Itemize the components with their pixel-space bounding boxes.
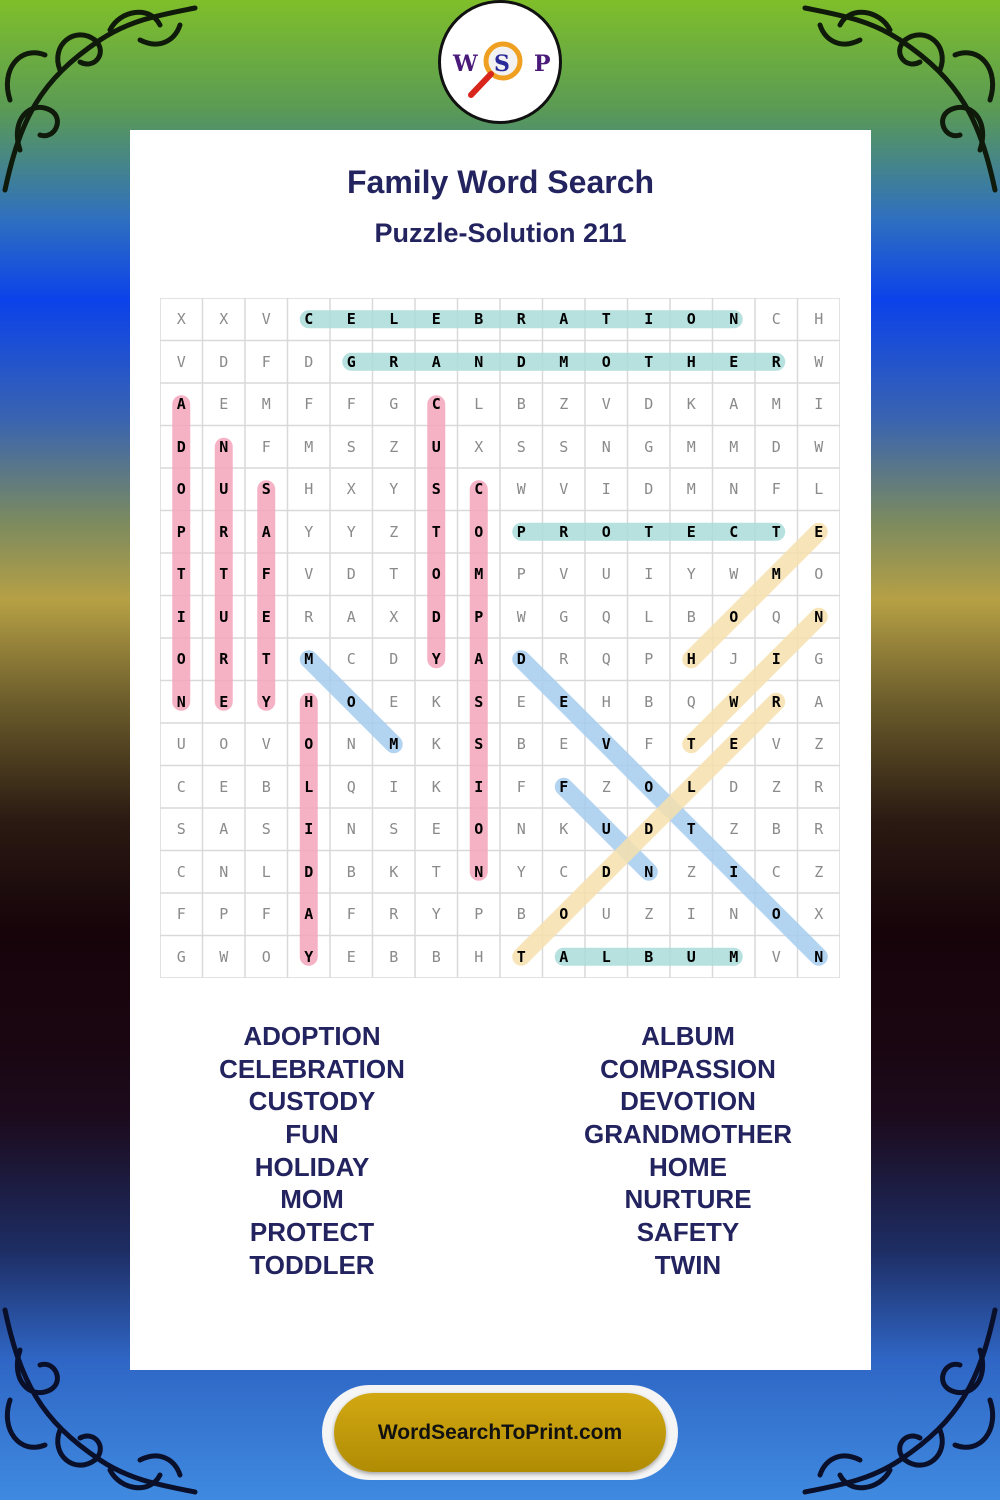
- grid-cell[interactable]: N: [346, 735, 356, 753]
- grid-cell[interactable]: N: [814, 607, 824, 626]
- grid-cell[interactable]: W: [814, 437, 824, 456]
- grid-cell[interactable]: I: [686, 905, 696, 923]
- grid-cell[interactable]: U: [176, 735, 186, 753]
- grid-cell[interactable]: Q: [601, 650, 611, 668]
- grid-cell[interactable]: A: [431, 352, 441, 371]
- grid-cell[interactable]: P: [644, 650, 654, 668]
- word-list-item: GRANDMOTHER: [584, 1119, 792, 1150]
- grid-cell[interactable]: A: [219, 820, 229, 838]
- grid-cell[interactable]: D: [516, 352, 526, 371]
- grid-cell[interactable]: V: [771, 735, 781, 753]
- grid-cell[interactable]: W: [219, 947, 229, 966]
- grid-cell[interactable]: W: [516, 480, 526, 498]
- grid-cell[interactable]: N: [474, 862, 484, 881]
- logo-letter-w: W: [453, 51, 478, 77]
- grid-cell[interactable]: E: [729, 735, 739, 753]
- grid-cell[interactable]: A: [176, 395, 186, 413]
- grid-cell[interactable]: E: [346, 310, 356, 328]
- grid-cell[interactable]: H: [814, 310, 824, 328]
- page-subtitle: Puzzle-Solution 211: [374, 218, 627, 248]
- grid-cell[interactable]: S: [261, 480, 271, 498]
- grid-cell[interactable]: Y: [431, 650, 441, 668]
- grid-cell[interactable]: G: [559, 607, 569, 626]
- grid-cell[interactable]: O: [261, 947, 271, 966]
- grid-cell[interactable]: A: [261, 522, 271, 541]
- grid-cell[interactable]: O: [474, 820, 484, 838]
- grid-cell[interactable]: O: [474, 522, 484, 541]
- word-list-left: [112, 1020, 512, 1282]
- grid-cell[interactable]: N: [644, 862, 654, 881]
- grid-cell[interactable]: Z: [729, 820, 739, 838]
- word-list-item: FUN: [285, 1119, 339, 1150]
- grid-cell[interactable]: M: [686, 437, 696, 456]
- grid-cell[interactable]: M: [686, 480, 696, 498]
- grid-cell[interactable]: F: [261, 905, 271, 923]
- grid-cell[interactable]: L: [474, 395, 484, 413]
- grid-cell[interactable]: B: [686, 607, 696, 626]
- grid-cell[interactable]: F: [261, 437, 271, 456]
- grid-cell[interactable]: H: [686, 650, 696, 668]
- grid-cell[interactable]: N: [219, 437, 229, 456]
- grid-cell[interactable]: O: [601, 352, 611, 371]
- site-link[interactable]: WordSearchToPrint.com: [334, 1393, 666, 1472]
- grid-cell[interactable]: X: [219, 310, 229, 328]
- grid-cell[interactable]: H: [601, 692, 611, 711]
- grid-cell[interactable]: B: [261, 777, 271, 796]
- grid-cell[interactable]: V: [261, 310, 271, 328]
- grid-cell[interactable]: G: [644, 437, 654, 456]
- word-search-grid: [160, 298, 840, 978]
- grid-cell[interactable]: B: [431, 947, 441, 966]
- grid-cell[interactable]: I: [729, 862, 739, 881]
- grid-cell[interactable]: N: [729, 480, 739, 498]
- grid-cell[interactable]: K: [686, 395, 696, 413]
- footer-badge: [322, 1385, 678, 1480]
- grid-cell[interactable]: A: [559, 947, 569, 966]
- grid-cell[interactable]: R: [219, 650, 229, 668]
- grid-cell[interactable]: N: [729, 905, 739, 923]
- grid-cell[interactable]: R: [559, 522, 569, 541]
- grid-cell[interactable]: I: [474, 777, 484, 796]
- grid-cell[interactable]: X: [474, 437, 484, 456]
- word-list-item: ALBUM: [641, 1021, 735, 1051]
- grid-cell[interactable]: R: [304, 607, 314, 626]
- grid-cell[interactable]: P: [176, 522, 186, 541]
- grid-cell[interactable]: H: [304, 480, 314, 498]
- word-list-item: TODDLER: [249, 1249, 375, 1280]
- grid-cell[interactable]: X: [389, 607, 399, 626]
- grid-cell[interactable]: I: [176, 607, 186, 626]
- grid-cell[interactable]: R: [771, 352, 781, 371]
- grid-cell[interactable]: D: [304, 352, 314, 371]
- grid-cell[interactable]: A: [304, 905, 314, 923]
- word-list-item: SAFETY: [636, 1217, 740, 1248]
- grid-cell[interactable]: D: [219, 352, 229, 371]
- grid-cell[interactable]: A: [559, 310, 569, 328]
- grid-cell[interactable]: R: [771, 692, 781, 711]
- grid-cell[interactable]: T: [686, 735, 696, 753]
- grid-cell[interactable]: Y: [346, 522, 356, 541]
- grid-cell[interactable]: F: [644, 735, 654, 753]
- grid-cell[interactable]: T: [601, 310, 611, 328]
- word-list-item: COMPASSION: [600, 1053, 776, 1084]
- grid-cell[interactable]: R: [219, 522, 229, 541]
- grid-cell[interactable]: W: [516, 607, 526, 626]
- wsp-logo: [438, 0, 562, 124]
- grid-cell[interactable]: M: [729, 437, 739, 456]
- grid-cell[interactable]: D: [176, 437, 186, 456]
- grid-cell[interactable]: N: [729, 310, 739, 328]
- grid-cell[interactable]: U: [219, 480, 229, 498]
- grid-cell[interactable]: O: [176, 480, 186, 498]
- grid-cell[interactable]: C: [474, 480, 484, 498]
- grid-cell[interactable]: B: [644, 692, 654, 711]
- grid-cell[interactable]: N: [516, 820, 526, 838]
- grid-cell[interactable]: O: [304, 735, 314, 753]
- grid-cell[interactable]: M: [389, 735, 399, 753]
- grid-cell[interactable]: A: [474, 650, 484, 668]
- grid-cell[interactable]: Y: [261, 692, 271, 711]
- word-list-item: HOME: [649, 1151, 727, 1182]
- grid-cell[interactable]: O: [644, 777, 654, 796]
- grid-cell[interactable]: S: [516, 437, 526, 456]
- grid-cell[interactable]: S: [474, 735, 484, 753]
- grid-cell[interactable]: U: [601, 565, 611, 583]
- grid-cell[interactable]: U: [219, 607, 229, 626]
- grid-cell[interactable]: O: [346, 692, 356, 711]
- grid-cell[interactable]: V: [261, 735, 271, 753]
- grid-cell[interactable]: C: [559, 862, 569, 881]
- word-list-right: [488, 1020, 888, 1282]
- word-list-item: HOLIDAY: [254, 1151, 370, 1182]
- grid-cell[interactable]: D: [771, 437, 781, 456]
- word-list-item: PROTECT: [249, 1217, 375, 1248]
- grid-cell[interactable]: U: [686, 947, 696, 966]
- grid-cell[interactable]: U: [601, 820, 611, 838]
- grid-cell[interactable]: U: [601, 905, 611, 923]
- grid-cell[interactable]: E: [389, 692, 399, 711]
- grid-cell[interactable]: P: [474, 607, 484, 626]
- grid-cell[interactable]: M: [559, 352, 569, 371]
- word-list-item: NURTURE: [624, 1184, 752, 1215]
- grid-cell[interactable]: E: [219, 692, 229, 711]
- grid-cell[interactable]: O: [686, 310, 696, 328]
- grid-cell[interactable]: W: [729, 565, 739, 583]
- grid-cell[interactable]: E: [686, 522, 696, 541]
- word-list-item: DEVOTION: [620, 1086, 756, 1117]
- grid-cell[interactable]: L: [686, 777, 696, 796]
- grid-cell[interactable]: F: [304, 395, 314, 413]
- grid-cell[interactable]: N: [219, 862, 229, 881]
- grid-cell[interactable]: R: [814, 820, 824, 838]
- grid-cell[interactable]: E: [219, 395, 229, 413]
- grid-cell[interactable]: Z: [686, 862, 696, 881]
- grid-cell[interactable]: K: [389, 862, 399, 881]
- grid-cell[interactable]: Q: [346, 777, 356, 796]
- grid-cell[interactable]: N: [346, 820, 356, 838]
- grid-cell[interactable]: I: [644, 565, 654, 583]
- grid-cell[interactable]: X: [346, 480, 356, 498]
- grid-cell[interactable]: L: [389, 310, 399, 328]
- grid-cell[interactable]: T: [261, 650, 271, 668]
- grid-cell[interactable]: G: [389, 395, 399, 413]
- grid-cell[interactable]: H: [474, 947, 484, 966]
- grid-cell[interactable]: S: [389, 820, 399, 838]
- grid-cell[interactable]: Q: [686, 692, 696, 711]
- grid-cell[interactable]: S: [474, 692, 484, 711]
- grid-cell[interactable]: O: [431, 565, 441, 583]
- grid-cell[interactable]: S: [176, 820, 186, 838]
- grid-cell[interactable]: R: [559, 650, 569, 668]
- grid-cell[interactable]: Y: [389, 480, 399, 498]
- grid-cell[interactable]: T: [176, 565, 186, 583]
- grid-cell[interactable]: T: [219, 565, 229, 583]
- grid-cell[interactable]: F: [261, 352, 271, 371]
- grid-cell[interactable]: O: [771, 905, 781, 923]
- grid-cell[interactable]: B: [389, 947, 399, 966]
- grid-cell[interactable]: N: [474, 352, 484, 371]
- grid-cell[interactable]: V: [304, 565, 314, 583]
- grid-cell[interactable]: F: [346, 905, 356, 923]
- grid-cell[interactable]: O: [176, 650, 186, 668]
- grid-cell[interactable]: A: [729, 395, 739, 413]
- grid-cell[interactable]: B: [474, 310, 484, 328]
- grid-cell[interactable]: E: [559, 692, 569, 711]
- grid-cell[interactable]: L: [814, 480, 824, 498]
- grid-cell[interactable]: Z: [771, 777, 781, 796]
- grid-cell[interactable]: T: [644, 352, 654, 371]
- grid-cell[interactable]: E: [729, 352, 739, 371]
- grid-cell[interactable]: O: [729, 607, 739, 626]
- grid-cell[interactable]: C: [176, 777, 186, 796]
- grid-cell[interactable]: R: [389, 352, 399, 371]
- grid-cell[interactable]: D: [644, 480, 654, 498]
- grid-cell[interactable]: E: [431, 310, 441, 328]
- grid-cell[interactable]: I: [814, 395, 824, 413]
- grid-cell[interactable]: U: [431, 437, 441, 456]
- grid-cell[interactable]: D: [729, 777, 739, 796]
- grid-cell[interactable]: Z: [814, 862, 824, 881]
- grid-cell[interactable]: G: [176, 947, 186, 966]
- grid-cell[interactable]: K: [559, 820, 569, 838]
- grid-cell[interactable]: I: [304, 820, 314, 838]
- grid-cell[interactable]: G: [814, 650, 824, 668]
- grid-cell[interactable]: D: [601, 862, 611, 881]
- grid-cell[interactable]: V: [559, 480, 569, 498]
- grid-cell[interactable]: E: [431, 820, 441, 838]
- grid-cell[interactable]: I: [771, 650, 781, 668]
- grid-cell[interactable]: D: [304, 862, 314, 881]
- grid-cell[interactable]: F: [176, 905, 186, 923]
- grid-cell[interactable]: B: [516, 905, 526, 923]
- grid-cell[interactable]: F: [771, 480, 781, 498]
- grid-cell[interactable]: P: [474, 905, 484, 923]
- grid-cell[interactable]: Z: [601, 777, 611, 796]
- grid-cell[interactable]: Q: [771, 607, 781, 626]
- grid-cell[interactable]: K: [431, 692, 441, 711]
- grid-cell[interactable]: S: [261, 820, 271, 838]
- grid-cell[interactable]: T: [516, 947, 526, 966]
- grid-cell[interactable]: V: [601, 395, 611, 413]
- grid-cell[interactable]: D: [431, 607, 441, 626]
- grid-cell[interactable]: L: [601, 947, 611, 966]
- grid-cell[interactable]: S: [431, 480, 441, 498]
- grid-cell[interactable]: V: [559, 565, 569, 583]
- grid-cell[interactable]: V: [176, 352, 186, 371]
- grid-cell[interactable]: M: [474, 565, 484, 583]
- grid-cell[interactable]: Z: [559, 395, 569, 413]
- grid-cell[interactable]: T: [771, 522, 781, 541]
- grid-cell[interactable]: N: [814, 947, 824, 966]
- grid-cell[interactable]: W: [729, 692, 739, 711]
- grid-cell[interactable]: N: [176, 692, 186, 711]
- grid-cell[interactable]: F: [559, 777, 569, 796]
- grid-cell[interactable]: O: [601, 522, 611, 541]
- grid-cell[interactable]: L: [261, 862, 271, 881]
- grid-cell[interactable]: C: [304, 310, 314, 328]
- grid-cell[interactable]: D: [389, 650, 399, 668]
- grid-cell[interactable]: Y: [431, 905, 441, 923]
- grid-cell[interactable]: N: [601, 437, 611, 456]
- word-list-item: ADOPTION: [243, 1021, 381, 1051]
- grid-cell[interactable]: B: [644, 947, 654, 966]
- grid-cell[interactable]: E: [346, 947, 356, 966]
- grid-cell[interactable]: M: [729, 947, 739, 966]
- grid-cell[interactable]: C: [771, 310, 781, 328]
- grid-cell[interactable]: H: [304, 692, 314, 711]
- grid-cell[interactable]: M: [771, 565, 781, 583]
- grid-cell[interactable]: D: [644, 395, 654, 413]
- grid-cell[interactable]: Z: [389, 522, 399, 541]
- grid-cell[interactable]: T: [431, 862, 441, 881]
- grid-cell[interactable]: I: [601, 480, 611, 498]
- grid-cell[interactable]: D: [644, 820, 654, 838]
- grid-cell[interactable]: E: [261, 607, 271, 626]
- grid-cell[interactable]: C: [346, 650, 356, 668]
- grid-cell[interactable]: P: [219, 905, 229, 923]
- grid-cell[interactable]: M: [304, 437, 314, 456]
- grid-cell[interactable]: O: [559, 905, 569, 923]
- grid-cell[interactable]: T: [389, 565, 399, 583]
- grid-cell[interactable]: S: [346, 437, 356, 456]
- grid-cell[interactable]: B: [516, 395, 526, 413]
- grid-cell[interactable]: S: [559, 437, 569, 456]
- grid-cell[interactable]: B: [771, 820, 781, 838]
- grid-cell[interactable]: B: [346, 862, 356, 881]
- grid-cell[interactable]: B: [516, 735, 526, 753]
- grid-cell[interactable]: Z: [389, 437, 399, 456]
- grid-cell[interactable]: I: [389, 777, 399, 796]
- grid-cell[interactable]: P: [516, 522, 526, 541]
- grid-cell[interactable]: F: [346, 395, 356, 413]
- grid-cell[interactable]: X: [176, 310, 186, 328]
- grid-cell[interactable]: T: [431, 522, 441, 541]
- grid-cell[interactable]: H: [686, 352, 696, 371]
- grid-cell[interactable]: R: [516, 310, 526, 328]
- grid-cell[interactable]: C: [729, 522, 739, 541]
- grid-cell[interactable]: W: [814, 352, 824, 371]
- grid-cell[interactable]: M: [261, 395, 271, 413]
- grid-cell[interactable]: P: [516, 565, 526, 583]
- grid-cell[interactable]: Z: [814, 735, 824, 753]
- grid-cell[interactable]: I: [644, 310, 654, 328]
- grid-cell[interactable]: T: [644, 522, 654, 541]
- word-list-item: CUSTODY: [248, 1086, 376, 1117]
- grid-cell[interactable]: R: [389, 905, 399, 923]
- grid-cell[interactable]: C: [431, 395, 441, 413]
- grid-cell[interactable]: R: [814, 777, 824, 796]
- grid-cell[interactable]: Y: [686, 565, 696, 583]
- grid-cell[interactable]: T: [686, 820, 696, 838]
- grid-cell[interactable]: A: [814, 692, 824, 711]
- grid-cell[interactable]: M: [304, 650, 314, 668]
- grid-cell[interactable]: O: [814, 565, 824, 583]
- grid-cell[interactable]: Y: [304, 947, 314, 966]
- grid-cell[interactable]: E: [516, 692, 526, 711]
- grid-cell[interactable]: Y: [516, 862, 526, 881]
- word-list-item: TWIN: [654, 1249, 722, 1280]
- grid-cell[interactable]: D: [516, 650, 526, 668]
- page-title: Family Word Search: [346, 164, 655, 200]
- grid-cell[interactable]: Q: [601, 607, 611, 626]
- grid-cell[interactable]: L: [304, 777, 314, 796]
- grid-cell[interactable]: O: [219, 735, 229, 753]
- grid-cell[interactable]: J: [729, 650, 739, 668]
- grid-cell[interactable]: F: [516, 777, 526, 796]
- grid-cell[interactable]: Y: [304, 522, 314, 541]
- logo-letter-s: S: [494, 51, 510, 77]
- grid-cell[interactable]: V: [771, 947, 781, 966]
- logo-letter-p: P: [534, 51, 551, 77]
- grid-cell[interactable]: C: [771, 862, 781, 881]
- grid-cell[interactable]: M: [771, 395, 781, 413]
- grid-cell[interactable]: L: [644, 607, 654, 626]
- grid-cell[interactable]: E: [559, 735, 569, 753]
- grid-cell[interactable]: D: [346, 565, 356, 583]
- grid-cell[interactable]: C: [176, 862, 186, 881]
- grid-cell[interactable]: F: [261, 565, 271, 583]
- grid-cell[interactable]: E: [814, 522, 824, 541]
- grid-cell[interactable]: E: [219, 777, 229, 796]
- grid-cell[interactable]: K: [431, 735, 441, 753]
- word-list-item: CELEBRATION: [219, 1053, 405, 1084]
- grid-cell[interactable]: X: [814, 905, 824, 923]
- grid-cell[interactable]: V: [601, 735, 611, 753]
- grid-cell[interactable]: A: [346, 607, 356, 626]
- grid-cell[interactable]: K: [431, 777, 441, 796]
- word-list-item: MOM: [280, 1184, 344, 1215]
- grid-cell[interactable]: G: [346, 352, 356, 371]
- grid-cell[interactable]: Z: [644, 905, 654, 923]
